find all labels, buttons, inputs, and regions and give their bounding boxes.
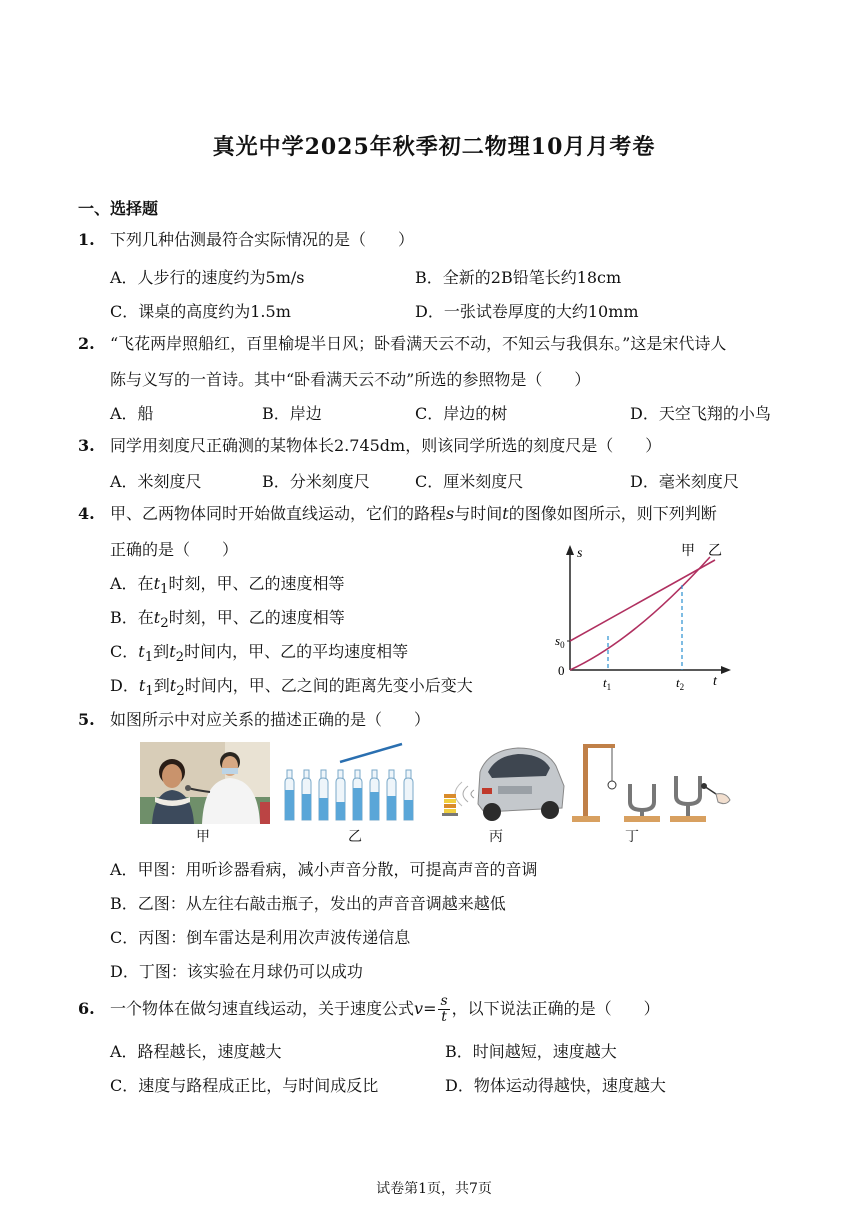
option-a: A．船 — [110, 404, 154, 423]
question-number: 4. — [78, 504, 95, 523]
question-3 — [0, 435, 868, 459]
t1-label: $t_1$ — [603, 675, 612, 692]
option-d: D．物体运动得越快，速度越大 — [445, 1076, 666, 1095]
s0-label: $s_0$ — [555, 633, 565, 650]
option-c: C．丙图：倒车雷达是利用次声波传递信息 — [110, 928, 411, 947]
option-a: A．在$t_1$时刻，甲、乙的速度相等 — [110, 574, 345, 598]
option-b: B．时间越短，速度越大 — [445, 1042, 617, 1061]
bottle-row — [285, 770, 413, 820]
figure-jia-stethoscope — [140, 742, 270, 824]
option-c: C．$t_1$到$t_2$时间内，甲、乙的平均速度相等 — [110, 642, 409, 666]
question-text: 如图所示中对应关系的描述正确的是（ ） — [110, 710, 431, 729]
question-text-line1: “飞花两岸照船红，百里榆堤半日风；卧看满天云不动，不知云与我俱东。”这是宋代诗人 — [110, 334, 727, 353]
option-d: D．$t_1$到$t_2$时间内，甲、乙之间的距离先变小后变大 — [110, 676, 473, 700]
section-heading: 一、选择题 — [78, 199, 159, 218]
option-c: C．速度与路程成正比，与时间成反比 — [110, 1076, 379, 1095]
figure-ding-tuning-forks — [566, 738, 731, 826]
speed-formula-fraction: $\frac{s}{t}$ — [440, 993, 448, 1025]
origin-label: 0 — [558, 663, 565, 678]
caption-ding: 丁 — [625, 829, 639, 845]
option-a: A．人步行的速度约为5m/s — [110, 268, 305, 287]
label-jia: 甲 — [681, 543, 695, 559]
figure-bing-car-radar — [438, 742, 568, 824]
option-d: D．毫米刻度尺 — [630, 472, 739, 491]
t2-label: $t_2$ — [676, 675, 685, 692]
x-axis-arrow — [721, 666, 731, 674]
option-b: B．乙图：从左往右敲击瓶子，发出的声音音调越来越低 — [110, 894, 506, 913]
question-number: 6. — [78, 999, 95, 1018]
option-a: A．米刻度尺 — [110, 472, 202, 491]
y-axis-label: s — [577, 546, 583, 561]
x-axis-label: t — [713, 674, 717, 689]
option-b: B．岸边 — [262, 404, 322, 423]
question-6 — [0, 994, 868, 1034]
option-c: C．岸边的树 — [415, 404, 508, 423]
option-d: D．丁图：该实验在月球仍可以成功 — [110, 962, 363, 981]
question-number: 3. — [78, 436, 95, 455]
option-c: C．课桌的高度约为1.5m — [110, 302, 291, 321]
figure-yi-bottles — [280, 742, 425, 824]
option-c: C．厘米刻度尺 — [415, 472, 524, 491]
question-5 — [0, 709, 868, 733]
question-text: 下列几种估测最符合实际情况的是（ ） — [110, 230, 415, 249]
question-number: 1. — [78, 230, 95, 249]
label-yi: 乙 — [708, 543, 722, 559]
caption-bing: 丙 — [489, 829, 503, 845]
option-a: A．甲图：用听诊器看病，减小声音分散，可提高声音的音调 — [110, 860, 538, 879]
question-text-line2: 陈与义写的一首诗。其中“卧看满天云不动”所选的参照物是（ ） — [110, 370, 591, 389]
caption-yi: 乙 — [348, 829, 362, 845]
option-b: B．在$t_2$时刻，甲、乙的速度相等 — [110, 608, 345, 632]
question-number: 5. — [78, 710, 95, 729]
question-number: 2. — [78, 334, 95, 353]
question-text-line1: 甲、乙两物体同时开始做直线运动，它们的路程s与时间t的图像如图所示，则下列判断 — [110, 504, 717, 523]
question-4 — [0, 503, 868, 527]
page-footer: 试卷第1页，共7页 — [376, 1181, 492, 1197]
option-d: D．一张试卷厚度的大约10mm — [415, 302, 639, 321]
exam-title: 真光中学2025年秋季初二物理10月月考卷 — [212, 134, 656, 160]
question-text-line2: 正确的是（ ） — [110, 540, 239, 559]
question-text: 同学用刻度尺正确测的某物体长2.745dm，则该同学所选的刻度尺是（ ） — [110, 436, 662, 455]
s-t-graph — [545, 535, 745, 695]
formula-v: v — [414, 999, 424, 1018]
option-b: B．分米刻度尺 — [262, 472, 370, 491]
y-axis-arrow — [566, 545, 574, 555]
option-b: B．全新的2B铅笔长约18cm — [415, 268, 622, 287]
question-text: 一个物体在做匀速直线运动，关于速度公式v= $\frac{s}{t}$ ，以下说法正确的是（ ） — [110, 993, 660, 1025]
caption-jia: 甲 — [196, 829, 210, 845]
option-a: A．路程越长，速度越大 — [110, 1042, 282, 1061]
line-jia — [570, 560, 715, 641]
option-d: D．天空飞翔的小鸟 — [630, 404, 771, 423]
